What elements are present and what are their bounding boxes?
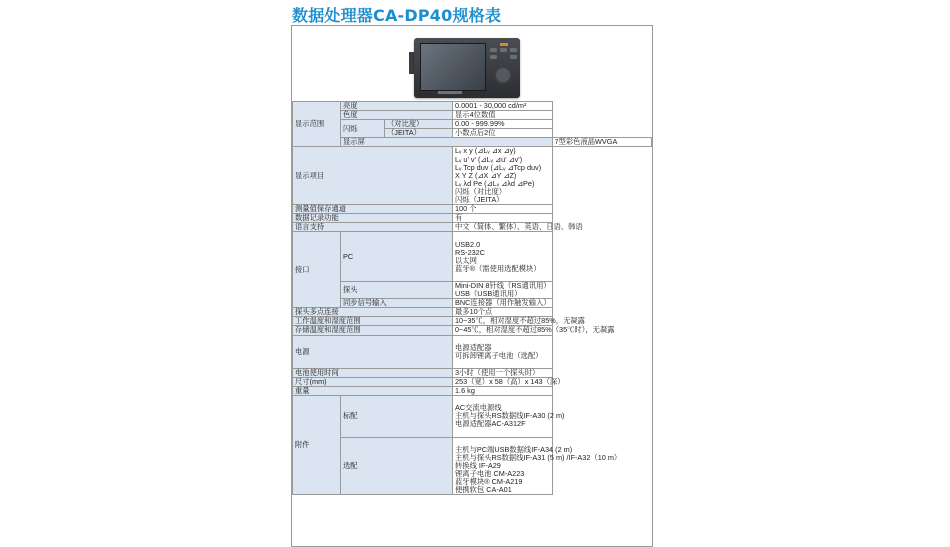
cell-language-label: 语言支持 xyxy=(293,223,453,232)
list-item: Lᵥ Tcp duv (⊿Lᵥ ⊿Tcp duv) xyxy=(455,162,542,172)
cell-accessories-label: 附件 xyxy=(293,396,341,495)
list-item: 主机与PC端USB数据线IF-A34 (2 m) xyxy=(455,444,573,454)
list-item: 锂离子电池 CM-A223 xyxy=(455,469,525,479)
list-item: Lᵥ x y (⊿Lᵥ ⊿x ⊿y) xyxy=(455,146,516,156)
cell-probe-label: 探头 xyxy=(341,281,453,298)
cell-optional-values xyxy=(453,437,622,495)
cell-chroma-value: 显示4位数值 xyxy=(453,111,553,120)
table-row xyxy=(293,326,652,335)
spec-sheet xyxy=(291,25,653,547)
device-button xyxy=(500,48,507,52)
cell-op-temp-label: 工作温度和湿度范围 xyxy=(293,317,453,326)
cell-size-value: 253（宽）x 58（高）x 143（深） xyxy=(453,378,553,387)
cell-memory-value: 100 个 xyxy=(453,205,553,214)
cell-probe-values xyxy=(453,281,553,298)
brand-logo xyxy=(438,91,462,94)
table-row xyxy=(293,205,652,214)
cell-flicker-contrast-value: 0.00 - 999.99% xyxy=(453,120,553,129)
list-item: USB2.0 xyxy=(455,239,481,249)
cell-brightness-label: 亮度 xyxy=(341,102,453,111)
list-item: 电源适配器 xyxy=(455,342,492,352)
cell-store-temp-label: 存储温度和湿度范围 xyxy=(293,326,453,335)
list-item: 转换线 IF-A29 xyxy=(455,460,501,470)
device-screen xyxy=(420,43,486,91)
table-row xyxy=(293,147,652,205)
cell-store-temp-value: 0~45℃，相对湿度不超过85%（35℃时），无凝露 xyxy=(453,326,553,335)
device-image xyxy=(414,38,520,98)
list-item: X Y Z (⊿X ⊿Y ⊿Z) xyxy=(455,170,517,180)
cell-weight-label: 重量 xyxy=(293,387,453,396)
cell-standard-label: 标配 xyxy=(341,396,453,437)
cell-size-label: 尺寸(mm) xyxy=(293,378,453,387)
cell-display-range: 显示范围 xyxy=(293,102,341,147)
list-item: 主机与探头RS数据线IF-A31 (5 m) /IF-A32（10 m） xyxy=(455,452,622,462)
device-button xyxy=(490,48,497,52)
cell-flicker-contrast: （对比度） xyxy=(385,120,453,129)
cell-screen-label: 显示屏 xyxy=(341,138,553,147)
table-row xyxy=(293,232,652,282)
cell-optional-label: 选配 xyxy=(341,437,453,495)
cell-multi-probe-label: 探头多点连接 xyxy=(293,308,453,317)
table-row xyxy=(293,396,652,437)
table-row xyxy=(293,281,652,298)
table-row xyxy=(293,437,652,495)
list-item: 便携软包 CA-A01 xyxy=(455,485,512,495)
list-item: 闪烁（对比度） xyxy=(455,186,507,196)
list-item: Lᵥ u' v' (⊿Lᵥ ⊿u' ⊿v') xyxy=(455,154,523,164)
cell-logging-label: 数据记录功能 xyxy=(293,214,453,223)
list-item: 可拆卸锂离子电池（选配） xyxy=(455,350,543,360)
cell-flicker-jeita-value: 小数点后2位 xyxy=(453,129,553,138)
cell-sync-label: 同步信号输入 xyxy=(341,299,453,308)
cell-screen-value: 7型彩色液晶WVGA xyxy=(552,138,652,147)
cell-sync-value: BNC连接器（用作触发输入） xyxy=(453,299,553,308)
cell-multi-probe-value: 最多10个点 xyxy=(453,308,553,317)
product-photo xyxy=(292,26,652,101)
table-row xyxy=(293,335,652,368)
cell-standard-values xyxy=(453,396,565,437)
cell-items-label: 显示项目 xyxy=(293,147,453,205)
list-item: 电源适配器AC-A312F xyxy=(455,419,526,429)
cell-flicker-jeita: （JEITA） xyxy=(385,129,453,138)
list-item: Lᵥ λd Pe (⊿Lᵥ ⊿λd ⊿Pe) xyxy=(455,178,535,188)
cell-flicker-label: 闪烁 xyxy=(341,120,385,138)
list-item: 蓝牙模块® CM-A219 xyxy=(455,477,523,487)
cell-pc-label: PC xyxy=(341,232,453,282)
spec-table xyxy=(292,101,652,495)
list-item: 以太网 xyxy=(455,255,477,265)
cell-pc-values xyxy=(453,232,553,282)
device-button xyxy=(510,55,517,59)
list-item: 蓝牙®（需使用选配模块） xyxy=(455,263,541,273)
cell-op-temp-value: 10~35℃，相对湿度不超过85%，无凝露 xyxy=(453,317,553,326)
list-item: Mini-DIN 8针线（RS通讯用） xyxy=(455,280,551,290)
cell-interface-label: 接口 xyxy=(293,232,341,308)
status-led xyxy=(500,43,508,46)
list-item: AC交流电源线 xyxy=(455,403,502,413)
cell-logging-value: 有 xyxy=(453,214,553,223)
cell-power-values xyxy=(453,335,553,368)
table-row xyxy=(293,223,652,232)
cell-chroma-label: 色度 xyxy=(341,111,453,120)
cell-battery-label: 电池使用时间 xyxy=(293,368,453,377)
device-button xyxy=(490,55,497,59)
device-dial xyxy=(494,66,512,84)
cell-weight-value: 1.6 kg xyxy=(453,387,553,396)
list-item: USB（USB通讯用） xyxy=(455,289,522,299)
cell-items-values xyxy=(453,147,553,205)
list-item: RS-232C xyxy=(455,247,486,257)
list-item: 闪烁（JEITA） xyxy=(455,195,504,205)
page-title: 数据处理器CA-DP40规格表 xyxy=(292,6,502,25)
cell-brightness-value: 0.0001 - 30,000 cd/m² xyxy=(453,102,553,111)
cell-power-label: 电源 xyxy=(293,335,453,368)
cell-memory-label: 测量值保存通道 xyxy=(293,205,453,214)
list-item: 主机与探头RS数据线IF-A30 (2 m) xyxy=(455,411,565,421)
device-button xyxy=(510,48,517,52)
table-row xyxy=(293,387,652,396)
cell-battery-value: 3小时（使用一个探头时） xyxy=(453,368,553,377)
cell-language-value: 中文（简体、繁体）、英语、日语、韩语 xyxy=(453,223,553,232)
